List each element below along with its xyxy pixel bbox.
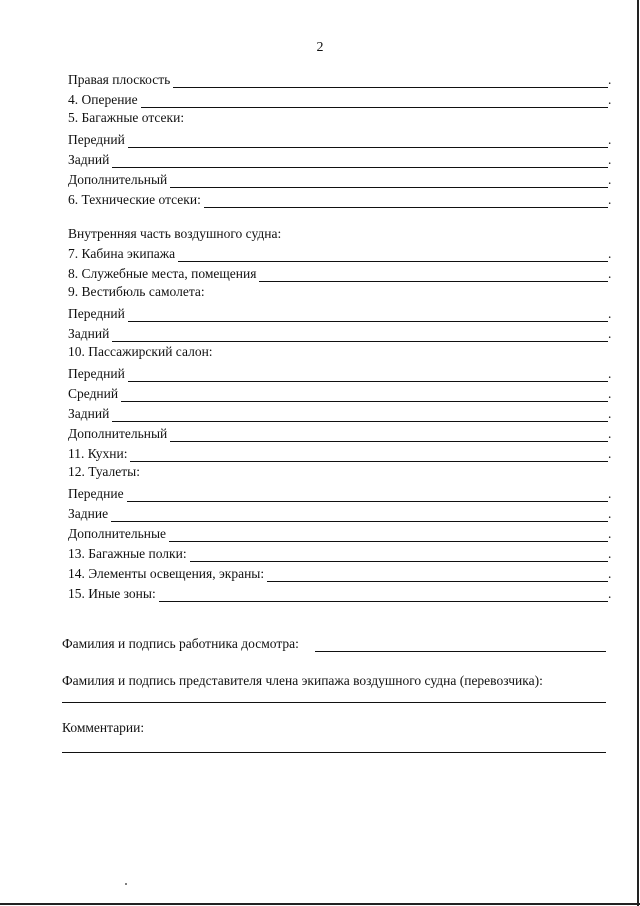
field-blank[interactable] — [259, 268, 608, 282]
field-blank[interactable] — [128, 308, 608, 322]
field-label: Задний — [68, 326, 110, 341]
crew-signature-blank[interactable] — [62, 702, 606, 703]
field-blank[interactable] — [127, 488, 608, 502]
field-baggage-rear[interactable]: Задний . — [68, 152, 612, 167]
field-vestibule-front[interactable]: Передний . — [68, 306, 612, 321]
field-label: 11. Кухни: — [68, 446, 128, 461]
field-label: Передний — [68, 132, 125, 147]
field-blank[interactable] — [170, 174, 608, 188]
field-galleys[interactable]: 11. Кухни: . — [68, 446, 612, 461]
field-cabin-rear[interactable]: Задний . — [68, 406, 612, 421]
field-label: Дополнительные — [68, 526, 167, 541]
field-label: 15. Иные зоны: — [68, 586, 156, 601]
comments-blank[interactable] — [62, 752, 606, 753]
field-label: 13. Багажные полки: — [68, 546, 187, 561]
field-blank[interactable] — [111, 508, 608, 522]
field-blank[interactable] — [112, 328, 608, 342]
field-baggage-extra[interactable]: Дополнительный . — [68, 172, 612, 187]
field-blank[interactable] — [128, 368, 608, 382]
field-label: 8. Служебные места, помещения — [68, 266, 257, 281]
field-label: 14. Элементы освещения, экраны: — [68, 566, 265, 581]
field-empennage[interactable]: 4. Оперение . — [68, 92, 612, 107]
field-right-plane[interactable]: Правая плоскость . — [68, 72, 612, 87]
field-blank[interactable] — [173, 74, 608, 88]
section-label-vestibule: 9. Вестибюль самолета: — [68, 284, 205, 299]
section-heading-interior: Внутренняя часть воздушного судна: — [68, 226, 282, 241]
field-label: Передний — [68, 306, 125, 321]
field-overhead-bins[interactable]: 13. Багажные полки: . — [68, 546, 612, 561]
field-other-zones[interactable]: 15. Иные зоны: . — [68, 586, 612, 601]
field-blank[interactable] — [170, 428, 608, 442]
field-blank[interactable] — [159, 588, 608, 602]
field-lavatories-extra[interactable]: Дополнительные . — [68, 526, 612, 541]
crew-signature-label: Фамилия и подпись представителя члена экипажа воздушного судна (перевозчика): — [62, 673, 543, 688]
field-label: Дополнительный — [68, 172, 168, 187]
field-technical[interactable]: 6. Технические отсеки: . — [68, 192, 612, 207]
field-blank[interactable] — [267, 568, 608, 582]
field-label: Дополнительный — [68, 426, 168, 441]
field-label: Передний — [68, 366, 125, 381]
field-blank[interactable] — [112, 408, 608, 422]
section-label-baggage: 5. Багажные отсеки: — [68, 110, 185, 125]
field-cabin-middle[interactable]: Средний . — [68, 386, 612, 401]
field-label: Задние — [68, 506, 109, 521]
scan-speck — [125, 883, 127, 885]
field-vestibule-rear[interactable]: Задний . — [68, 326, 612, 341]
field-cabin-front[interactable]: Передний . — [68, 366, 612, 381]
field-label: 7. Кабина экипажа — [68, 246, 176, 261]
section-label-lavatories: 12. Туалеты: — [68, 464, 140, 479]
field-label: Правая плоскость — [68, 72, 171, 87]
comments-label: Комментарии: — [62, 720, 145, 735]
field-label: 6. Технические отсеки: — [68, 192, 201, 207]
field-blank[interactable] — [112, 154, 608, 168]
field-blank[interactable] — [130, 448, 608, 462]
field-lighting-screens[interactable]: 14. Элементы освещения, экраны: . — [68, 566, 612, 581]
section-label-cabin: 10. Пассажирский салон: — [68, 344, 213, 359]
field-label: Задний — [68, 406, 110, 421]
field-blank[interactable] — [190, 548, 608, 562]
field-cockpit[interactable]: 7. Кабина экипажа . — [68, 246, 612, 261]
field-blank[interactable] — [128, 134, 608, 148]
field-service-areas[interactable]: 8. Служебные места, помещения . — [68, 266, 612, 281]
field-blank[interactable] — [169, 528, 608, 542]
field-inspector-signature[interactable] — [62, 634, 606, 652]
page-edge-bottom — [0, 903, 640, 905]
field-lavatories-front[interactable]: Передние . — [68, 486, 612, 501]
field-label: Средний — [68, 386, 119, 401]
field-blank[interactable] — [178, 248, 608, 262]
field-label: 4. Оперение — [68, 92, 138, 107]
field-lavatories-rear[interactable]: Задние . — [68, 506, 612, 521]
field-blank[interactable] — [141, 94, 608, 108]
field-cabin-extra[interactable]: Дополнительный . — [68, 426, 612, 441]
field-blank[interactable] — [121, 388, 608, 402]
page-edge-right — [637, 0, 639, 906]
field-blank[interactable] — [315, 638, 606, 652]
field-blank[interactable] — [204, 194, 608, 208]
field-label: Задний — [68, 152, 110, 167]
field-label: Передние — [68, 486, 124, 501]
field-baggage-front[interactable]: Передний . — [68, 132, 612, 147]
field-label: Фамилия и подпись работника досмотра: — [62, 636, 299, 651]
page-number: 2 — [316, 40, 324, 55]
